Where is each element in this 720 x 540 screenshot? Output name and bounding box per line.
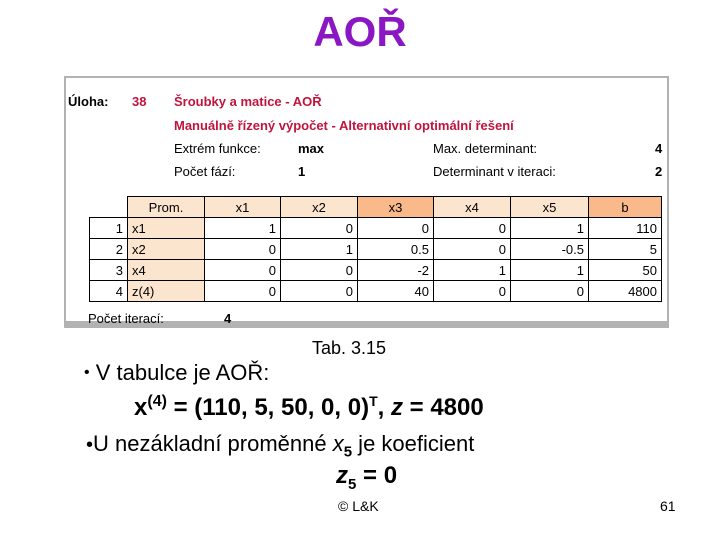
extrem-label: Extrém funkce:: [174, 141, 261, 156]
iterations-value: 4: [224, 311, 232, 326]
table-row: [90, 260, 662, 281]
row-index: 1: [90, 218, 128, 239]
spreadsheet-screenshot: [64, 76, 669, 328]
table-cell: 0: [205, 281, 281, 302]
result-subscript: 5: [348, 475, 357, 493]
table-row: [90, 218, 662, 239]
table-cell: 0: [511, 281, 589, 302]
table-cell: 0: [434, 218, 511, 239]
table-cell: 40: [358, 281, 434, 302]
bullet-text-2a: U nezákladní proměnné: [93, 431, 333, 456]
iterdet-label: Determinant v iteraci:: [433, 164, 556, 179]
phases-label: Počet fází:: [174, 164, 236, 179]
iterations-label: Počet iterací:: [88, 311, 164, 326]
row-index: 4: [90, 281, 128, 302]
table-cell: 110: [589, 218, 662, 239]
table-cell: 0: [205, 260, 281, 281]
bullet-icon: •: [86, 434, 94, 456]
task-label: Úloha:: [68, 94, 109, 109]
bullet-line-2: [86, 431, 474, 460]
table-cell: 0: [434, 281, 511, 302]
bullet-text-2b: je koeficient: [352, 431, 475, 456]
bullet-line-1: [84, 360, 269, 386]
task-name: Šroubky a matice - AOŘ: [174, 94, 322, 109]
table-cell: 0: [281, 281, 358, 302]
table-cell: 0: [358, 218, 434, 239]
column-header: b: [589, 197, 662, 218]
slide-title: AOŘ: [313, 8, 407, 55]
table-header-row: [90, 197, 662, 218]
table-cell: 1: [281, 239, 358, 260]
table-cell: 5: [589, 239, 662, 260]
equation-lhs: x: [134, 394, 148, 421]
simplex-table: [89, 196, 662, 302]
table-cell: -0.5: [511, 239, 589, 260]
table-cell: -2: [358, 260, 434, 281]
column-header: x3: [358, 197, 434, 218]
phases-value: 1: [298, 164, 306, 179]
basis-variable: x2: [128, 239, 205, 260]
column-header: x1: [205, 197, 281, 218]
basis-variable: x1: [128, 218, 205, 239]
equation-superscript: (4): [147, 393, 167, 410]
table-cell: 1: [205, 218, 281, 239]
basis-variable: x4: [128, 260, 205, 281]
table-cell: 0: [281, 218, 358, 239]
column-header: x5: [511, 197, 589, 218]
equation-vector: = (110, 5, 50, 0, 0): [166, 394, 370, 421]
bullet-var: x: [332, 431, 344, 456]
table-cell: 1: [511, 260, 589, 281]
equation: [134, 393, 484, 422]
maxdet-label: Max. determinant:: [433, 141, 538, 156]
column-header: x2: [281, 197, 358, 218]
column-header: Prom.: [128, 197, 205, 218]
task-number: 38: [132, 94, 147, 109]
copyright: © L&K: [338, 498, 379, 514]
table-row: [90, 239, 662, 260]
spreadsheet-content: [66, 78, 667, 326]
subtitle: Manuálně řízený výpočet - Alternativní optimální řešení: [174, 118, 514, 133]
table-cell: 4800: [589, 281, 662, 302]
bullet-var-subscript: 5: [343, 443, 353, 461]
table-row: [90, 281, 662, 302]
result-value: = 0: [356, 462, 398, 489]
table-cell: 0: [205, 239, 281, 260]
transpose-mark: T: [369, 393, 378, 409]
result-line: [336, 462, 397, 493]
table-cell: 1: [511, 218, 589, 239]
equation-z: z: [390, 394, 403, 421]
page-number: 61: [660, 498, 676, 514]
table-cell: 0.5: [358, 239, 434, 260]
result-z: z: [336, 462, 348, 489]
equation-rhs: = 4800: [402, 394, 484, 421]
table-cell: 50: [589, 260, 662, 281]
bullet-text-1: V tabulce je AOŘ:: [95, 360, 270, 385]
table-cell: 1: [434, 260, 511, 281]
maxdet-value: 4: [655, 141, 663, 156]
table-caption: Tab. 3.15: [312, 338, 387, 358]
row-index: 2: [90, 239, 128, 260]
iterdet-value: 2: [655, 164, 663, 179]
row-index: 3: [90, 260, 128, 281]
table-cell: 0: [434, 239, 511, 260]
basis-variable: z(4): [128, 281, 205, 302]
extrem-value: max: [298, 141, 325, 156]
equation-comma: ,: [377, 394, 391, 421]
table-corner: [90, 197, 128, 218]
table-cell: 0: [281, 260, 358, 281]
column-header: x4: [434, 197, 511, 218]
bullet-icon: •: [84, 364, 90, 381]
